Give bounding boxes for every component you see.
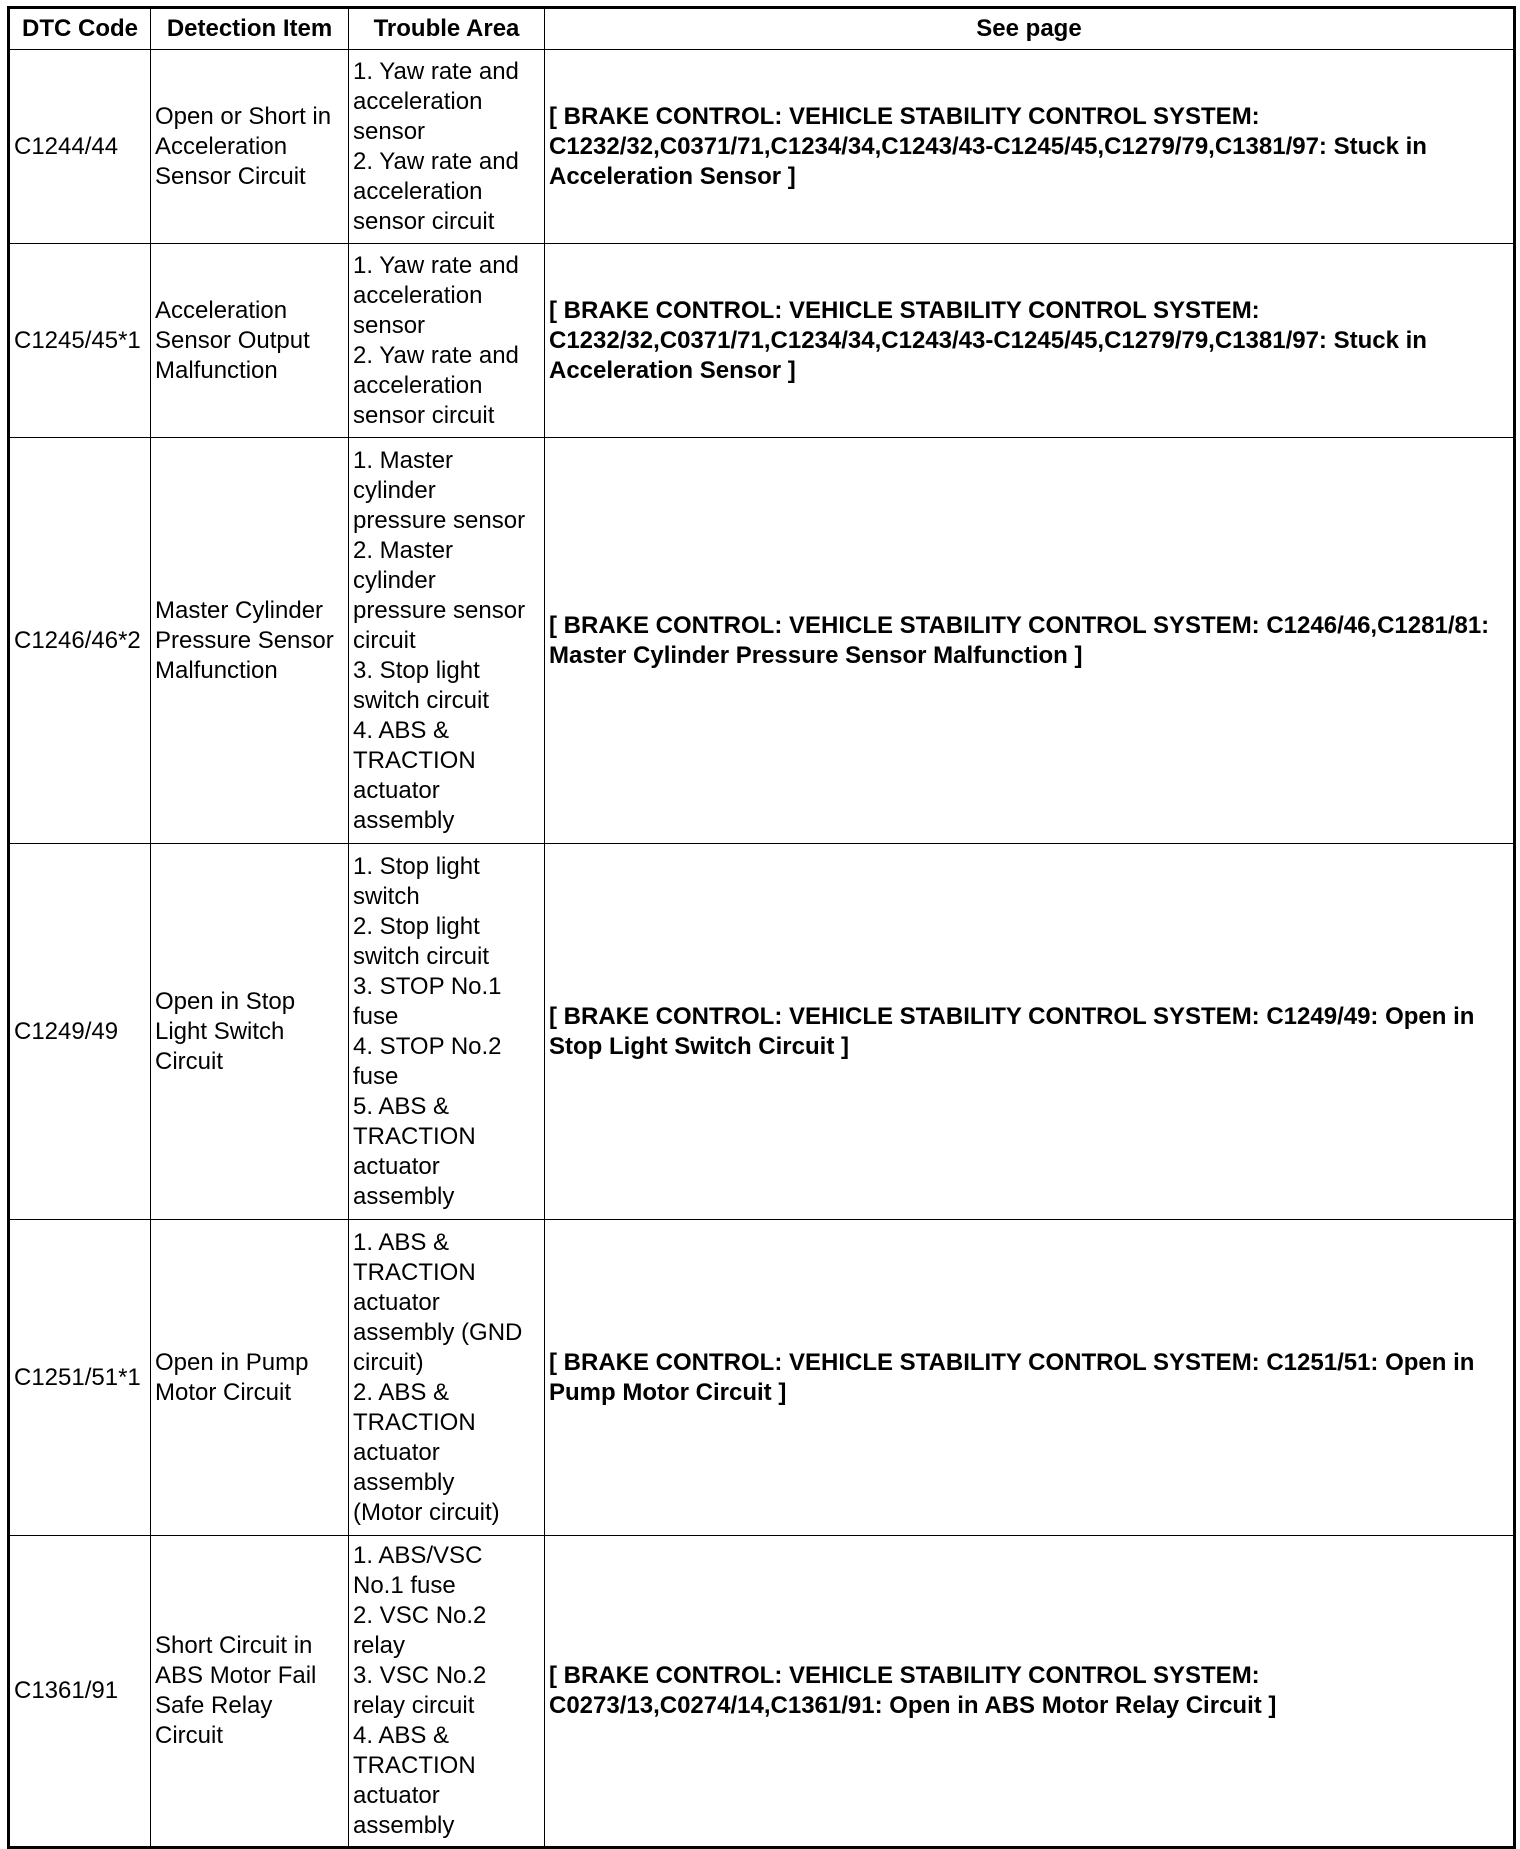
trouble-area-line: switch circuit [353, 686, 490, 714]
trouble-area-line: 2. VSC No.2 [353, 1602, 487, 1629]
trouble-area-line: actuator [353, 776, 440, 804]
trouble-area-line: 2. Yaw rate and [353, 341, 519, 369]
see-page-link[interactable]: [ BRAKE CONTROL: VEHICLE STABILITY CONTROL SYSTEM: C1232/32,C0371/71,C1234/34,C1243/43-C1245/45,C1279/79,C1381/97: Stuck in Acceleration Sensor ] [545, 50, 1515, 244]
header-detection-item: Detection Item [151, 8, 349, 50]
trouble-area-line: assembly [353, 1468, 455, 1496]
trouble-area-cell [349, 844, 545, 1220]
trouble-area-cell [349, 438, 545, 844]
trouble-area-line: No.1 fuse [353, 1572, 456, 1599]
header-see-page: See page [545, 8, 1515, 50]
trouble-area-line: 1. Master [353, 446, 454, 474]
see-page-link[interactable]: [ BRAKE CONTROL: VEHICLE STABILITY CONTROL SYSTEM: C0273/13,C0274/14,C1361/91: Open in ABS Motor Relay Circuit ] [545, 1536, 1515, 1848]
trouble-area-line: actuator [353, 1288, 440, 1316]
trouble-area-line: pressure sensor [353, 506, 526, 534]
trouble-area-line: 1. Yaw rate and [353, 57, 519, 85]
trouble-area-line: circuit [353, 626, 416, 654]
trouble-area-line: 1. ABS/VSC [353, 1542, 483, 1569]
trouble-area-line: acceleration [353, 87, 483, 115]
trouble-area-line: assembly (GND [353, 1318, 523, 1346]
trouble-area-line: 4. ABS & [353, 1722, 450, 1749]
trouble-area-line: assembly [353, 1182, 455, 1210]
trouble-area-line: acceleration [353, 281, 483, 309]
see-page-link[interactable]: [ BRAKE CONTROL: VEHICLE STABILITY CONTROL SYSTEM: C1232/32,C0371/71,C1234/34,C1243/43-C1245/45,C1279/79,C1381/97: Stuck in Acceleration Sensor ] [545, 244, 1515, 438]
trouble-area-line: sensor [353, 117, 426, 145]
trouble-area-line: 2. ABS & [353, 1378, 450, 1406]
trouble-area-line: sensor circuit [353, 207, 495, 235]
trouble-area-line: TRACTION [353, 746, 476, 774]
detection-item-cell: Open or Short in Acceleration Sensor Circuit [151, 50, 349, 244]
header-trouble-area: Trouble Area [349, 8, 545, 50]
trouble-area-line: pressure sensor [353, 596, 526, 624]
trouble-area-line: actuator [353, 1438, 440, 1466]
detection-item-cell: Master Cylinder Pressure Sensor Malfunction [151, 438, 349, 844]
dtc-code-cell: C1361/91 [9, 1536, 151, 1848]
trouble-area-line: sensor [353, 311, 426, 339]
trouble-area-line: (Motor circuit) [353, 1498, 500, 1526]
trouble-area-line: 1. Stop light [353, 852, 480, 880]
trouble-area-line: 3. STOP No.1 [353, 972, 502, 1000]
detection-item-cell: Open in Stop Light Switch Circuit [151, 844, 349, 1220]
table-row [9, 1536, 1515, 1848]
trouble-area-line: circuit) [353, 1348, 424, 1376]
trouble-area-cell [349, 1536, 545, 1848]
detection-item-cell: Open in Pump Motor Circuit [151, 1220, 349, 1536]
trouble-area-line: 2. Yaw rate and [353, 147, 519, 175]
trouble-area-line: 2. Master [353, 536, 454, 564]
trouble-area-line: 2. Stop light [353, 912, 480, 940]
trouble-area-line: actuator [353, 1782, 440, 1809]
detection-item-cell: Acceleration Sensor Output Malfunction [151, 244, 349, 438]
trouble-area-line: TRACTION [353, 1408, 476, 1436]
trouble-area-cell [349, 244, 545, 438]
trouble-area-line: 3. Stop light [353, 656, 480, 684]
trouble-area-line: assembly [353, 806, 455, 834]
table-body [9, 50, 1515, 1848]
trouble-area-line: TRACTION [353, 1258, 476, 1286]
trouble-area-line: 1. ABS & [353, 1228, 450, 1256]
see-page-link[interactable]: [ BRAKE CONTROL: VEHICLE STABILITY CONTROL SYSTEM: C1246/46,C1281/81: Master Cylinder Pressure Sensor Malfunction ] [545, 438, 1515, 844]
trouble-area-line: relay circuit [353, 1692, 475, 1719]
trouble-area-line: fuse [353, 1002, 399, 1030]
trouble-area-line: assembly [353, 1812, 455, 1839]
trouble-area-line: 4. ABS & [353, 716, 450, 744]
header-dtc-code: DTC Code [9, 8, 151, 50]
dtc-code-cell: C1249/49 [9, 844, 151, 1220]
table-row [9, 50, 1515, 244]
trouble-area-line: relay [353, 1632, 406, 1659]
trouble-area-line: acceleration [353, 371, 483, 399]
dtc-code-cell: C1251/51*1 [9, 1220, 151, 1536]
detection-item-cell: Short Circuit in ABS Motor Fail Safe Relay Circuit [151, 1536, 349, 1848]
trouble-area-line: 3. VSC No.2 [353, 1662, 487, 1689]
trouble-area-cell [349, 1220, 545, 1536]
trouble-area-line: cylinder [353, 476, 436, 504]
dtc-table [7, 6, 1516, 1849]
table-row [9, 844, 1515, 1220]
trouble-area-line: actuator [353, 1152, 440, 1180]
table-row [9, 1220, 1515, 1536]
trouble-area-line: TRACTION [353, 1752, 476, 1779]
trouble-area-line: acceleration [353, 177, 483, 205]
dtc-code-cell: C1246/46*2 [9, 438, 151, 844]
trouble-area-line: sensor circuit [353, 401, 495, 429]
trouble-area-line: TRACTION [353, 1122, 476, 1150]
trouble-area-line: cylinder [353, 566, 436, 594]
dtc-code-cell: C1245/45*1 [9, 244, 151, 438]
see-page-link[interactable]: [ BRAKE CONTROL: VEHICLE STABILITY CONTROL SYSTEM: C1251/51: Open in Pump Motor Circuit ] [545, 1220, 1515, 1536]
header-row [9, 8, 1515, 50]
see-page-link[interactable]: [ BRAKE CONTROL: VEHICLE STABILITY CONTROL SYSTEM: C1249/49: Open in Stop Light Switch Circuit ] [545, 844, 1515, 1220]
dtc-code-cell: C1244/44 [9, 50, 151, 244]
trouble-area-line: 1. Yaw rate and [353, 251, 519, 279]
trouble-area-line: 4. STOP No.2 [353, 1032, 502, 1060]
trouble-area-cell [349, 50, 545, 244]
trouble-area-line: switch circuit [353, 942, 490, 970]
table-row [9, 244, 1515, 438]
trouble-area-line: 5. ABS & [353, 1092, 450, 1120]
table-row [9, 438, 1515, 844]
trouble-area-line: switch [353, 882, 420, 910]
trouble-area-line: fuse [353, 1062, 399, 1090]
